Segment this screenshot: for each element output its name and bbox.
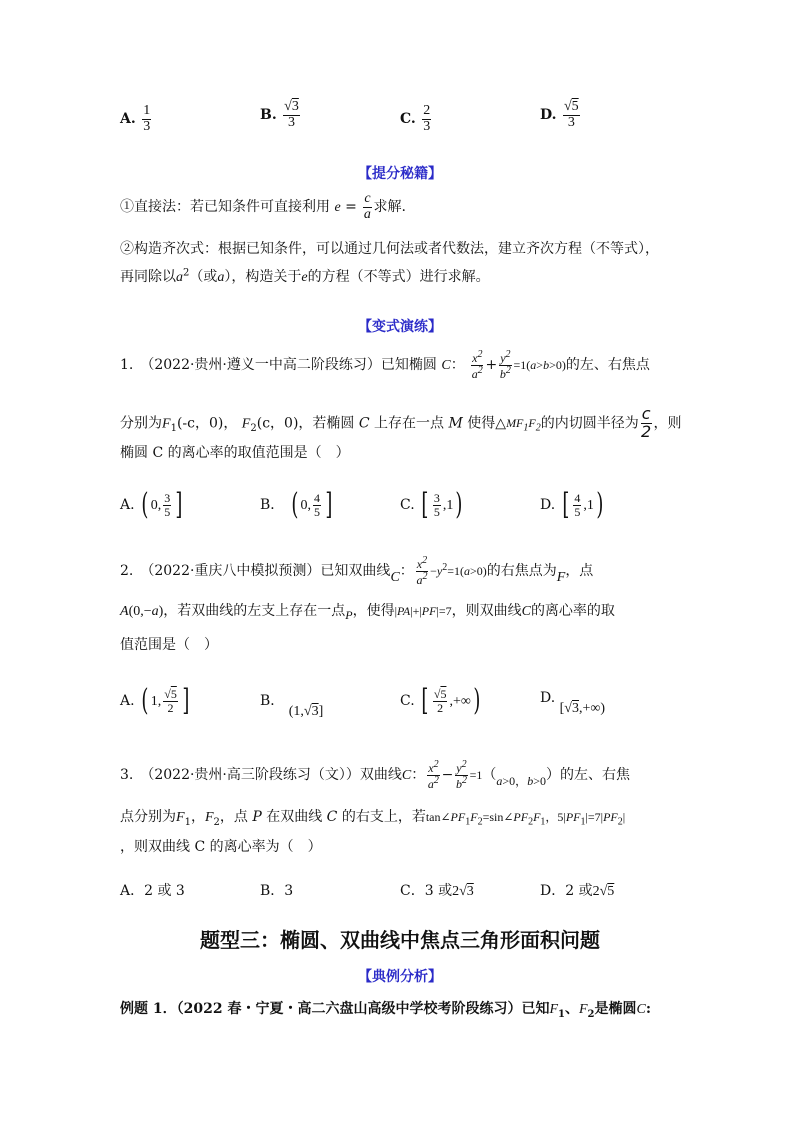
q3-line-2: 点分别为$F_1$，$F_2$，点 P 在双曲线 C 的右支上，若$\tan\angle PF_1F_2=\sin\angle PF_2F_1$，$5|PF_1|=7|PF_2|$ — [120, 809, 626, 828]
q3-option-a: A．2 或 3 — [120, 883, 185, 899]
q1-option-a: A. ( 0, $\frac{3}{5}$ ] — [120, 487, 183, 522]
q2-option-c: C. [ $\frac{√5}{2}$ ,+∞) — [400, 683, 481, 718]
q3-option-c: C．3 或2√3 — [400, 883, 474, 899]
example-1: 例题 1．（2022 春・宁夏・高二六盘山高级中学校考阶段练习）已知$F_1$、$F_2$是椭圆C: — [120, 1001, 652, 1020]
variant-header: 【变式演练】 — [358, 319, 442, 335]
option-d: D. $\frac{√5}{3}$ — [540, 99, 579, 130]
q3-option-b: B．3 — [260, 883, 294, 899]
q1-option-d: D. [ $\frac{4}{5}$ ,1) — [540, 487, 604, 522]
option-c: C. $\frac{2}{3}$ — [400, 103, 431, 134]
q2-option-b: B． (1,√3] — [260, 693, 324, 719]
q3-line-1: 3. （2022·贵州·高三阶段练习（文））双曲线C： $\frac{x^2}{a^2}$ − $\frac{y^2}{b^2}$ =1（a>0，b>0）的左、右焦 — [120, 759, 630, 791]
option-a: A. $\frac{1}{3}$ — [120, 103, 151, 134]
tip-line-1: ①直接法：若已知条件可直接利用 e = $\frac{c}{a}$ 求解. — [120, 191, 406, 222]
q3-option-d: D．2 或2√5 — [540, 883, 615, 899]
section-title: 题型三：椭圆、双曲线中焦点三角形面积问题 — [200, 928, 600, 952]
tip-line-3: 再同除以$a^2$（或a），构造关于e的方程（不等式）进行求解。 — [120, 267, 490, 285]
q1-line-1: 1. （2022·贵州·遵义一中高二阶段练习）已知椭圆 C： $\frac{x^2}{a^2}$ + $\frac{y^2}{b^2}$ =1(a>b>0)的左、右焦点 — [120, 349, 650, 381]
q1-option-b: B． ( 0, $\frac{4}{5}$ ] — [260, 487, 333, 522]
q1-line-3: 椭圆 C 的离心率的取值范围是（ ） — [120, 445, 350, 461]
example-header: 【典例分析】 — [358, 969, 442, 985]
option-b: B. $\frac{√3}{3}$ — [260, 99, 299, 130]
q1-option-c: C. [ $\frac{3}{5}$ ,1) — [400, 487, 463, 522]
q3-line-3: ，则双曲线 C 的离心率为（ ） — [120, 839, 322, 855]
q2-option-d: D. [√3,+∞) — [540, 690, 606, 716]
q1-line-2: 分别为$F_1(-c$，0)， $F_2(c$，0)，若椭圆 C 上存在一点 M 使得$\triangle MF_1F_2$的内切圆半径为 $\frac{c}{2}$ ，则 — [120, 404, 682, 441]
tip-header: 【提分秘籍】 — [358, 166, 442, 182]
tip-line-2: ②构造齐次式：根据已知条件，可以通过几何法或者代数法，建立齐次方程（不等式）， — [120, 241, 659, 257]
q2-option-a: A. ( 1, $\frac{√5}{2}$ ] — [120, 683, 190, 718]
q2-line-3: 值范围是（ ） — [120, 637, 218, 653]
q2-line-1: 2. （2022·重庆八中模拟预测）已知双曲线C： $\frac{x^2}{a^2}$ $-y^2=1(a>0)$的右焦点为F，点 — [120, 555, 594, 587]
q2-line-2: A(0,−a)，若双曲线的左支上存在一点P，使得|PA|+|PF|=7，则双曲线C的离心率的取 — [120, 603, 615, 622]
